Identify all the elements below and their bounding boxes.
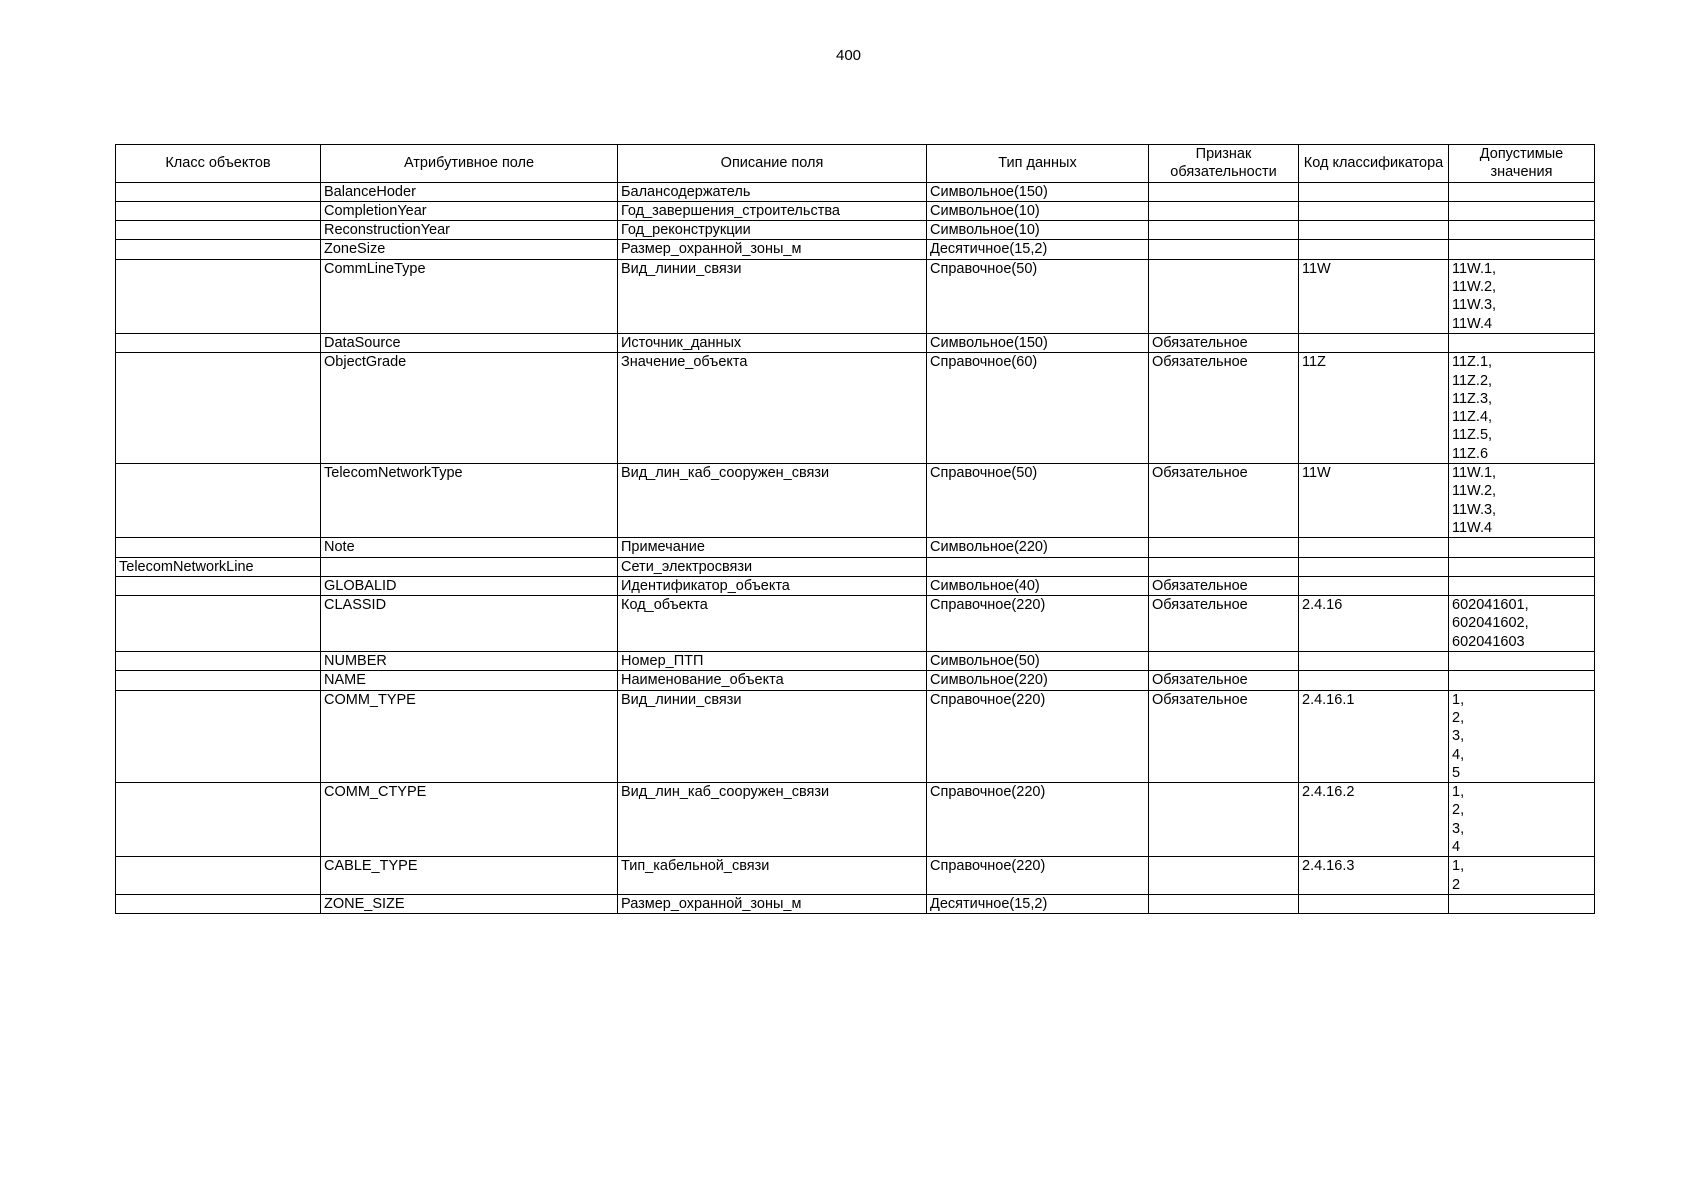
field-description-cell: Наименование_объекта <box>618 671 927 690</box>
attribute-field-cell: DataSource <box>321 333 618 352</box>
attribute-field-cell: GLOBALID <box>321 576 618 595</box>
data-type-cell: Символьное(220) <box>927 538 1149 557</box>
allowed-values-cell <box>1449 652 1595 671</box>
table-row <box>116 182 1595 201</box>
data-type-cell: Символьное(150) <box>927 182 1149 201</box>
allowed-value: 11Z.3, <box>1452 390 1493 407</box>
field-description-cell: Примечание <box>618 538 927 557</box>
table-body <box>116 182 1595 914</box>
allowed-value: 11W.3, <box>1452 297 1497 314</box>
data-type-cell: Справочное(50) <box>927 259 1149 333</box>
classifier-code-cell <box>1299 671 1449 690</box>
header-classifier-code: Код классификатора <box>1299 145 1449 183</box>
object-class-cell <box>116 783 321 857</box>
allowed-value: 2, <box>1452 709 1465 726</box>
object-class-cell <box>116 652 321 671</box>
object-class-cell <box>116 690 321 782</box>
header-data-type: Тип данных <box>927 145 1149 183</box>
data-type-cell: Справочное(220) <box>927 596 1149 652</box>
allowed-values-cell <box>1449 221 1595 240</box>
data-type-cell: Символьное(10) <box>927 221 1149 240</box>
allowed-value: 11W.1, <box>1452 465 1497 482</box>
data-type-cell <box>927 557 1149 576</box>
data-type-cell: Справочное(220) <box>927 690 1149 782</box>
allowed-value: 602041602, <box>1452 615 1529 632</box>
attribute-field-cell: ZoneSize <box>321 240 618 259</box>
classifier-code-cell <box>1299 182 1449 201</box>
allowed-value: 11Z.1, <box>1452 354 1493 371</box>
allowed-values-cell <box>1449 783 1595 857</box>
attribute-field-cell: CompletionYear <box>321 201 618 220</box>
allowed-value: 602041601, <box>1452 597 1529 614</box>
classifier-code-cell <box>1299 894 1449 913</box>
required-flag-cell <box>1149 259 1299 333</box>
object-class-cell <box>116 464 321 538</box>
field-description-cell: Вид_лин_каб_сооружен_связи <box>618 464 927 538</box>
field-description-cell: Вид_линии_связи <box>618 259 927 333</box>
field-description-cell: Источник_данных <box>618 333 927 352</box>
required-flag-cell <box>1149 201 1299 220</box>
allowed-value: 1, <box>1452 784 1465 801</box>
attribute-field-cell <box>321 557 618 576</box>
object-class-cell <box>116 353 321 464</box>
data-type-cell: Символьное(150) <box>927 333 1149 352</box>
attribute-field-cell: COMM_TYPE <box>321 690 618 782</box>
attribute-field-cell: ReconstructionYear <box>321 221 618 240</box>
allowed-values-cell <box>1449 538 1595 557</box>
data-type-cell: Символьное(50) <box>927 652 1149 671</box>
classifier-code-cell: 11W <box>1299 464 1449 538</box>
object-class-cell <box>116 259 321 333</box>
object-class-cell <box>116 857 321 895</box>
allowed-values-cell <box>1449 240 1595 259</box>
table-row <box>116 857 1595 895</box>
header-attribute-field: Атрибутивное поле <box>321 145 618 183</box>
classifier-code-cell <box>1299 201 1449 220</box>
required-flag-cell: Обязательное <box>1149 353 1299 464</box>
table-row <box>116 464 1595 538</box>
allowed-value: 11W.2, <box>1452 279 1497 296</box>
field-description-cell: Сети_электросвязи <box>618 557 927 576</box>
table-row <box>116 576 1595 595</box>
field-description-cell: Идентификатор_объекта <box>618 576 927 595</box>
attribute-field-cell: BalanceHoder <box>321 182 618 201</box>
classifier-code-cell <box>1299 652 1449 671</box>
object-class-cell <box>116 240 321 259</box>
allowed-value: 5 <box>1452 764 1461 781</box>
field-description-cell: Размер_охранной_зоны_м <box>618 240 927 259</box>
allowed-value: 1, <box>1452 858 1465 875</box>
required-flag-cell <box>1149 221 1299 240</box>
table-row <box>116 221 1595 240</box>
table-row <box>116 671 1595 690</box>
data-type-cell: Символьное(10) <box>927 201 1149 220</box>
table-row <box>116 259 1595 333</box>
table-row <box>116 690 1595 782</box>
header-allowed-values: Допустимые значения <box>1449 145 1595 183</box>
allowed-values-cell <box>1449 690 1595 782</box>
allowed-values-cell <box>1449 576 1595 595</box>
required-flag-cell <box>1149 182 1299 201</box>
data-type-cell: Десятичное(15,2) <box>927 894 1149 913</box>
object-class-cell <box>116 333 321 352</box>
header-row <box>116 145 1595 183</box>
attribute-field-cell: CABLE_TYPE <box>321 857 618 895</box>
allowed-value: 4, <box>1452 746 1465 763</box>
allowed-values-cell <box>1449 596 1595 652</box>
classifier-code-cell <box>1299 240 1449 259</box>
object-class-cell <box>116 576 321 595</box>
data-type-cell: Символьное(220) <box>927 671 1149 690</box>
data-type-cell: Символьное(40) <box>927 576 1149 595</box>
allowed-values-cell <box>1449 333 1595 352</box>
required-flag-cell <box>1149 857 1299 895</box>
table-row <box>116 201 1595 220</box>
allowed-value: 11W.4 <box>1452 315 1493 332</box>
data-type-cell: Справочное(220) <box>927 857 1149 895</box>
field-description-cell: Код_объекта <box>618 596 927 652</box>
attribute-table <box>115 144 1595 914</box>
page-number: 400 <box>835 47 862 64</box>
required-flag-cell: Обязательное <box>1149 690 1299 782</box>
allowed-value: 11W.1, <box>1452 260 1497 277</box>
attribute-field-cell: Note <box>321 538 618 557</box>
allowed-values-cell <box>1449 671 1595 690</box>
object-class-cell <box>116 221 321 240</box>
object-class-cell <box>116 671 321 690</box>
object-class-cell <box>116 596 321 652</box>
classifier-code-cell: 2.4.16.2 <box>1299 783 1449 857</box>
allowed-values-cell <box>1449 857 1595 895</box>
header-object-class: Класс объектов <box>116 145 321 183</box>
allowed-value: 11W.4 <box>1452 519 1493 536</box>
required-flag-cell <box>1149 783 1299 857</box>
required-flag-cell <box>1149 538 1299 557</box>
required-flag-cell <box>1149 557 1299 576</box>
allowed-value: 11Z.4, <box>1452 409 1493 426</box>
allowed-value: 602041603 <box>1452 633 1525 650</box>
field-description-cell: Вид_лин_каб_сооружен_связи <box>618 783 927 857</box>
table-row <box>116 596 1595 652</box>
attribute-field-cell: ObjectGrade <box>321 353 618 464</box>
field-description-cell: Номер_ПТП <box>618 652 927 671</box>
object-class-cell <box>116 538 321 557</box>
field-description-cell: Размер_охранной_зоны_м <box>618 894 927 913</box>
allowed-value: 11W.2, <box>1452 483 1497 500</box>
allowed-value: 4 <box>1452 838 1461 855</box>
required-flag-cell <box>1149 894 1299 913</box>
classifier-code-cell: 2.4.16.3 <box>1299 857 1449 895</box>
classifier-code-cell: 11W <box>1299 259 1449 333</box>
attribute-field-cell: CLASSID <box>321 596 618 652</box>
classifier-code-cell: 2.4.16.1 <box>1299 690 1449 782</box>
allowed-value: 3, <box>1452 728 1465 745</box>
object-class-cell <box>116 894 321 913</box>
allowed-value: 11Z.2, <box>1452 372 1493 389</box>
table-row <box>116 240 1595 259</box>
required-flag-cell: Обязательное <box>1149 576 1299 595</box>
classifier-code-cell <box>1299 576 1449 595</box>
classifier-code-cell: 2.4.16 <box>1299 596 1449 652</box>
table-row <box>116 333 1595 352</box>
table-row <box>116 652 1595 671</box>
allowed-values-cell <box>1449 557 1595 576</box>
attribute-field-cell: TelecomNetworkType <box>321 464 618 538</box>
field-description-cell: Тип_кабельной_связи <box>618 857 927 895</box>
field-description-cell: Год_завершения_строительства <box>618 201 927 220</box>
allowed-value: 11Z.6 <box>1452 445 1489 462</box>
data-type-cell: Десятичное(15,2) <box>927 240 1149 259</box>
required-flag-cell: Обязательное <box>1149 464 1299 538</box>
table-row <box>116 894 1595 913</box>
classifier-code-cell <box>1299 557 1449 576</box>
allowed-values-cell <box>1449 894 1595 913</box>
field-description-cell: Значение_объекта <box>618 353 927 464</box>
classifier-code-cell <box>1299 221 1449 240</box>
required-flag-cell: Обязательное <box>1149 596 1299 652</box>
attribute-field-cell: ZONE_SIZE <box>321 894 618 913</box>
data-type-cell: Справочное(50) <box>927 464 1149 538</box>
allowed-value: 11W.3, <box>1452 501 1497 518</box>
object-class-cell: TelecomNetworkLine <box>116 557 321 576</box>
table-row <box>116 783 1595 857</box>
table-row <box>116 353 1595 464</box>
allowed-values-cell <box>1449 182 1595 201</box>
required-flag-cell: Обязательное <box>1149 333 1299 352</box>
header-required-flag: Признак обязательности <box>1149 145 1299 183</box>
object-class-cell <box>116 201 321 220</box>
attribute-field-cell: NAME <box>321 671 618 690</box>
classifier-code-cell <box>1299 333 1449 352</box>
table-row <box>116 538 1595 557</box>
field-description-cell: Год_реконструкции <box>618 221 927 240</box>
classifier-code-cell <box>1299 538 1449 557</box>
data-type-cell: Справочное(220) <box>927 783 1149 857</box>
object-class-cell <box>116 182 321 201</box>
allowed-values-cell <box>1449 353 1595 464</box>
table-header <box>116 145 1595 183</box>
required-flag-cell: Обязательное <box>1149 671 1299 690</box>
allowed-values-cell <box>1449 464 1595 538</box>
attribute-field-cell: NUMBER <box>321 652 618 671</box>
header-field-description: Описание поля <box>618 145 927 183</box>
required-flag-cell <box>1149 240 1299 259</box>
allowed-values-cell <box>1449 201 1595 220</box>
data-type-cell: Справочное(60) <box>927 353 1149 464</box>
allowed-value: 2 <box>1452 876 1461 893</box>
classifier-code-cell: 11Z <box>1299 353 1449 464</box>
field-description-cell: Балансодержатель <box>618 182 927 201</box>
attribute-field-cell: COMM_CTYPE <box>321 783 618 857</box>
allowed-value: 1, <box>1452 691 1465 708</box>
allowed-values-cell <box>1449 259 1595 333</box>
allowed-value: 2, <box>1452 802 1465 819</box>
table-row <box>116 557 1595 576</box>
attribute-field-cell: CommLineType <box>321 259 618 333</box>
required-flag-cell <box>1149 652 1299 671</box>
allowed-value: 11Z.5, <box>1452 427 1493 444</box>
field-description-cell: Вид_линии_связи <box>618 690 927 782</box>
allowed-value: 3, <box>1452 820 1465 837</box>
